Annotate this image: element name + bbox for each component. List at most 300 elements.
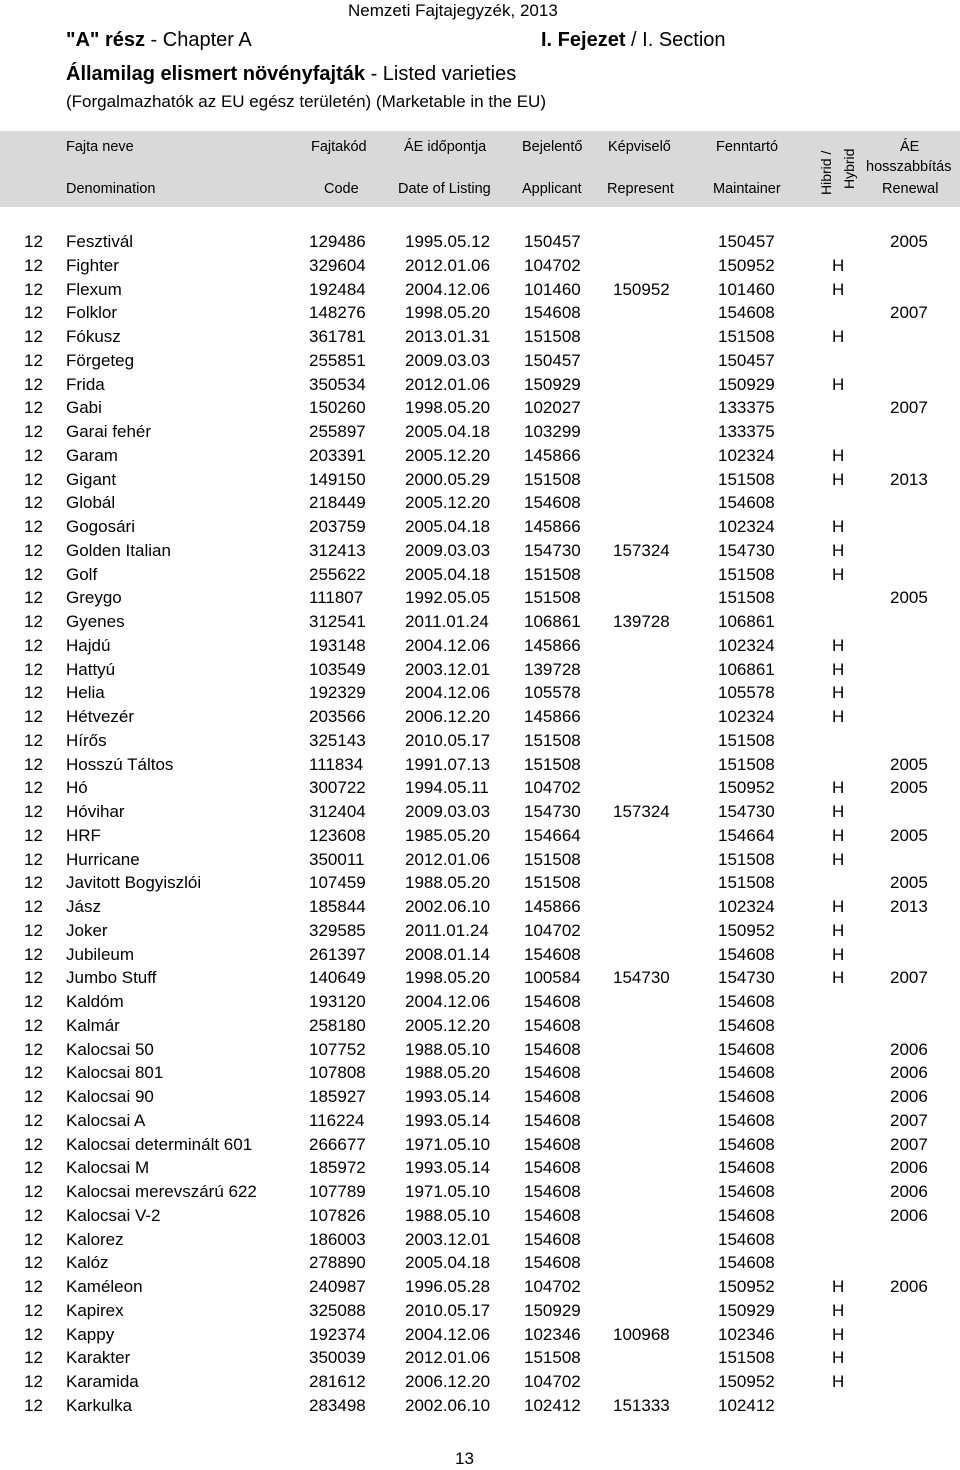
maintainer-code: 151508: [718, 730, 775, 750]
variety-code: 123608: [309, 825, 366, 845]
table-row: [0, 1038, 960, 1062]
group-code: 12: [24, 517, 43, 536]
variety-name: Kapirex: [66, 1300, 124, 1320]
variety-code: 193120: [309, 992, 366, 1011]
variety-name: Hajdú: [66, 635, 111, 655]
table-row: [0, 444, 960, 468]
representative-code: 151333: [613, 1395, 670, 1415]
listing-date: 2002.06.10: [405, 1395, 491, 1415]
renewal-year: 2005: [890, 588, 928, 608]
variety-code: 281612: [309, 1372, 366, 1391]
variety-name: Globál: [66, 493, 116, 513]
variety-name: Kalocsai 801: [66, 1063, 164, 1083]
document-title: Nemzeti Fajtajegyzék, 2013: [348, 1, 558, 20]
variety-name: Javitott Bogyiszlói: [66, 873, 202, 893]
maintainer-code: 151508: [718, 754, 775, 774]
applicant-code: 104702: [524, 920, 581, 940]
hybrid-flag: H: [832, 1324, 845, 1344]
group-code: 12: [24, 327, 43, 346]
variety-code: 185844: [309, 897, 366, 916]
table-row: [0, 1109, 960, 1133]
group-code: 12: [24, 635, 43, 655]
table-row: [0, 373, 960, 397]
variety-name: Gabi: [66, 398, 102, 418]
applicant-code: 104702: [524, 1277, 581, 1296]
group-code: 12: [24, 1229, 43, 1249]
table-row: [0, 681, 960, 705]
variety-code: 116224: [309, 1110, 365, 1130]
group-code: 12: [24, 564, 43, 584]
variety-code: 107752: [309, 1039, 366, 1059]
maintainer-code: 102346: [718, 1324, 775, 1344]
listing-date: 2004.12.06: [405, 992, 491, 1011]
representative-code: 157324: [613, 802, 670, 821]
variety-name: Kalorez: [66, 1229, 124, 1249]
renewal-year: 2006: [890, 1039, 928, 1059]
maintainer-code: 102324: [718, 897, 775, 916]
maintainer-code: 101460: [718, 279, 775, 299]
listing-date: 1993.05.14: [405, 1110, 491, 1130]
table-row: [0, 1346, 960, 1370]
representative-code: 139728: [613, 612, 670, 631]
variety-code: 350534: [309, 374, 366, 394]
applicant-code: 154608: [524, 1205, 581, 1225]
group-code: 12: [24, 1324, 43, 1344]
table-row: [0, 1133, 960, 1157]
applicant-code: 101460: [524, 279, 581, 299]
variety-code: 107789: [309, 1182, 366, 1201]
listing-date: 2009.03.03: [405, 350, 491, 370]
hybrid-flag: H: [832, 968, 845, 988]
variety-name: Flexum: [66, 279, 122, 299]
listing-date: 2010.05.17: [405, 730, 491, 750]
group-code: 12: [24, 754, 43, 774]
variety-name: Frida: [66, 374, 105, 394]
variety-code: 192329: [309, 683, 366, 703]
applicant-code: 105578: [524, 683, 581, 703]
col-applicant-hu: Bejelentő: [522, 139, 583, 155]
variety-name: Gigant: [66, 469, 117, 489]
variety-code: 361781: [309, 327, 366, 346]
listing-date: 1994.05.11: [405, 778, 489, 798]
group-code: 12: [24, 707, 43, 726]
part-heading-hu: "A" rész: [66, 29, 145, 51]
listing-date: 1998.05.20: [405, 303, 491, 323]
variety-code: 203566: [309, 707, 366, 726]
table-row: [0, 966, 960, 990]
variety-code: 203759: [309, 517, 366, 536]
maintainer-code: 151508: [718, 327, 775, 346]
variety-name: Kappy: [66, 1324, 115, 1344]
table-row: [0, 848, 960, 872]
applicant-code: 150457: [524, 350, 581, 370]
maintainer-code: 150952: [718, 1372, 775, 1391]
table-row: [0, 824, 960, 848]
renewal-year: 2006: [890, 1182, 928, 1201]
variety-name: Kalocsai determinált 601: [66, 1134, 253, 1154]
table-row: [0, 919, 960, 943]
variety-code: 240987: [309, 1277, 366, 1296]
table-row: [0, 491, 960, 515]
group-code: 12: [24, 540, 43, 560]
hybrid-flag: H: [832, 897, 845, 916]
listing-date: 1988.05.20: [405, 1063, 491, 1083]
table-row: [0, 301, 960, 325]
hybrid-flag: H: [832, 445, 845, 465]
hybrid-flag: H: [832, 683, 845, 703]
listing-date: 2005.04.18: [405, 1253, 491, 1273]
table-row: [0, 1275, 960, 1299]
variety-name: Garam: [66, 445, 118, 465]
variety-name: Helia: [66, 683, 105, 703]
variety-code: 312413: [309, 540, 366, 560]
listing-date: 2006.12.20: [405, 1372, 491, 1391]
maintainer-code: 154608: [718, 1158, 775, 1178]
representative-code: 157324: [613, 540, 670, 560]
applicant-code: 154608: [524, 944, 581, 964]
group-code: 12: [24, 1277, 43, 1296]
maintainer-code: 151508: [718, 873, 775, 893]
variety-code: 111807: [309, 588, 364, 608]
maintainer-code: 151508: [718, 469, 775, 489]
listing-date: 1993.05.14: [405, 1158, 491, 1178]
listing-date: 2012.01.06: [405, 374, 491, 394]
maintainer-code: 150952: [718, 920, 775, 940]
part-heading-en: - Chapter A: [145, 29, 252, 51]
variety-code: 325088: [309, 1300, 366, 1320]
variety-name: Karakter: [66, 1348, 131, 1368]
maintainer-code: 151508: [718, 588, 775, 608]
hybrid-flag: H: [832, 279, 845, 299]
table-row: [0, 1370, 960, 1394]
variety-code: 107826: [309, 1205, 366, 1225]
hybrid-flag: H: [832, 1300, 845, 1320]
variety-code: 312541: [309, 612, 366, 631]
variety-code: 283498: [309, 1395, 366, 1415]
maintainer-code: 154730: [718, 540, 775, 560]
chapter-heading-en: / I. Section: [625, 29, 726, 51]
renewal-year: 2013: [890, 897, 928, 916]
applicant-code: 154730: [524, 540, 581, 560]
renewal-year: 2007: [890, 303, 928, 323]
maintainer-code: 154608: [718, 1015, 775, 1035]
variety-name: Kalocsai merevszárú 622: [66, 1182, 257, 1201]
chapter-heading: [541, 29, 726, 52]
variety-name: Hosszú Táltos: [66, 754, 174, 774]
applicant-code: 154608: [524, 1229, 581, 1249]
listing-date: 2010.05.17: [405, 1300, 491, 1320]
maintainer-code: 106861: [718, 612, 775, 631]
group-code: 12: [24, 1039, 43, 1059]
variety-code: 149150: [309, 469, 366, 489]
maintainer-code: 151508: [718, 1348, 775, 1368]
maintainer-code: 150457: [718, 232, 775, 251]
renewal-year: 2005: [890, 825, 928, 845]
group-code: 12: [24, 920, 43, 940]
group-code: 12: [24, 1158, 43, 1178]
maintainer-code: 154608: [718, 1087, 775, 1106]
maintainer-code: 154730: [718, 968, 775, 988]
col-name-hu: Fajta neve: [66, 139, 134, 155]
col-renewal-en: Renewal: [882, 181, 939, 197]
variety-code: 192374: [309, 1324, 366, 1344]
group-code: 12: [24, 279, 43, 299]
table-row: [0, 230, 960, 254]
group-code: 12: [24, 659, 43, 679]
variety-name: Kalocsai M: [66, 1158, 150, 1178]
maintainer-code: 150457: [718, 350, 775, 370]
group-code: 12: [24, 873, 43, 893]
variety-code: 312404: [309, 802, 366, 821]
maintainer-code: 151508: [718, 849, 775, 869]
table-row: [0, 349, 960, 373]
hybrid-flag: H: [832, 849, 845, 869]
group-code: 12: [24, 398, 43, 418]
table-row: [0, 586, 960, 610]
group-code: 12: [24, 730, 43, 750]
applicant-code: 151508: [524, 754, 581, 774]
renewal-year: 2005: [890, 778, 928, 798]
table-header: [0, 131, 960, 207]
group-code: 12: [24, 1395, 43, 1415]
variety-code: 255622: [309, 564, 366, 584]
col-renewal-hu: hosszabbítás: [866, 159, 952, 175]
applicant-code: 102346: [524, 1324, 581, 1344]
hybrid-flag: H: [832, 469, 845, 489]
group-code: 12: [24, 232, 43, 251]
hybrid-flag: H: [832, 1277, 845, 1296]
variety-name: Hóvihar: [66, 802, 125, 821]
col-representative-en: Represent: [607, 181, 674, 197]
table-row: [0, 1156, 960, 1180]
variety-code: 140649: [309, 968, 366, 988]
applicant-code: 154608: [524, 1182, 581, 1201]
listing-date: 2012.01.06: [405, 1348, 491, 1368]
table-row: [0, 753, 960, 777]
maintainer-code: 106861: [718, 659, 775, 679]
group-code: 12: [24, 1372, 43, 1391]
variety-name: Kaldóm: [66, 992, 124, 1011]
table-row: [0, 1251, 960, 1275]
maintainer-code: 133375: [718, 422, 775, 441]
maintainer-code: 154608: [718, 1039, 775, 1059]
hybrid-flag: H: [832, 517, 845, 536]
table-row: [0, 420, 960, 444]
maintainer-code: 154608: [718, 944, 775, 964]
part-heading: [66, 29, 252, 52]
listing-date: 2005.12.20: [405, 445, 491, 465]
page-number: 13: [455, 1449, 474, 1468]
group-code: 12: [24, 802, 43, 821]
applicant-code: 139728: [524, 659, 581, 679]
variety-name: Fesztivál: [66, 232, 134, 251]
variety-code: 329604: [309, 255, 366, 275]
applicant-code: 145866: [524, 445, 581, 465]
table-row: [0, 1180, 960, 1204]
applicant-code: 145866: [524, 517, 581, 536]
applicant-code: 104702: [524, 778, 581, 798]
group-code: 12: [24, 422, 43, 441]
variety-code: 255851: [309, 350, 366, 370]
listing-date: 2005.04.18: [405, 517, 491, 536]
table-row: [0, 1061, 960, 1085]
hybrid-flag: H: [832, 944, 845, 964]
table-row: [0, 325, 960, 349]
col-renewal-hu-abbr: ÁE: [900, 139, 920, 155]
applicant-code: 154608: [524, 992, 581, 1011]
variety-code: 150260: [309, 398, 366, 418]
group-code: 12: [24, 255, 43, 275]
representative-code: 100968: [613, 1324, 670, 1344]
variety-name: Joker: [66, 920, 108, 940]
table-row: [0, 895, 960, 919]
variety-name: Jumbo Stuff: [66, 968, 157, 988]
col-name-en: Denomination: [66, 181, 156, 197]
hybrid-flag: H: [832, 635, 845, 655]
listing-date: 2006.12.20: [405, 707, 491, 726]
section-subtitle: [66, 63, 516, 86]
listing-date: 1985.05.20: [405, 825, 491, 845]
variety-name: HRF: [66, 825, 101, 845]
renewal-year: 2006: [890, 1063, 928, 1083]
listing-date: 1998.05.20: [405, 398, 491, 418]
col-code-en: Code: [324, 181, 359, 197]
applicant-code: 154608: [524, 1015, 581, 1035]
group-code: 12: [24, 1182, 43, 1201]
group-code: 12: [24, 374, 43, 394]
hybrid-flag: H: [832, 778, 845, 798]
listing-date: 2000.05.29: [405, 469, 491, 489]
table-row: [0, 563, 960, 587]
listing-date: 2011.01.24: [405, 920, 489, 940]
hybrid-flag: H: [832, 564, 845, 584]
table-row: [0, 729, 960, 753]
hybrid-flag: H: [832, 327, 845, 346]
group-code: 12: [24, 1134, 43, 1154]
maintainer-code: 154608: [718, 493, 775, 513]
listing-date: 2004.12.06: [405, 635, 491, 655]
col-hybrid-en: Hybrid: [841, 148, 857, 189]
applicant-code: 106861: [524, 612, 581, 631]
group-code: 12: [24, 445, 43, 465]
applicant-code: 150457: [524, 232, 581, 251]
group-code: 12: [24, 968, 43, 988]
maintainer-code: 154608: [718, 1229, 775, 1249]
applicant-code: 151508: [524, 469, 581, 489]
varieties-table-body: [0, 230, 960, 1418]
listing-date: 2013.01.31: [405, 327, 491, 346]
variety-name: Förgeteg: [66, 350, 135, 370]
variety-name: Kalóz: [66, 1253, 109, 1273]
listing-date: 2002.06.10: [405, 897, 491, 916]
listing-date: 2009.03.03: [405, 802, 491, 821]
table-row: [0, 515, 960, 539]
col-code-hu: Fajtakód: [311, 139, 367, 155]
hybrid-flag: H: [832, 374, 845, 394]
variety-code: 300722: [309, 778, 366, 798]
table-row: [0, 539, 960, 563]
variety-name: Golf: [66, 564, 98, 584]
variety-name: Gogosári: [66, 517, 135, 536]
variety-code: 218449: [309, 493, 366, 513]
group-code: 12: [24, 1110, 43, 1130]
table-row: [0, 1014, 960, 1038]
market-note: (Forgalmazhatók az EU egész területén) (Marketable in the EU): [66, 92, 546, 111]
maintainer-code: 154664: [718, 825, 775, 845]
renewal-year: 2013: [890, 469, 928, 489]
applicant-code: 151508: [524, 730, 581, 750]
group-code: 12: [24, 1348, 43, 1368]
renewal-year: 2007: [890, 968, 928, 988]
maintainer-code: 154608: [718, 992, 775, 1011]
col-representative-hu: Képviselő: [608, 139, 671, 155]
variety-code: 261397: [309, 944, 366, 964]
listing-date: 2012.01.06: [405, 255, 491, 275]
variety-name: Hurricane: [66, 849, 140, 869]
renewal-year: 2005: [890, 232, 928, 251]
section-subtitle-hu: Államilag elismert növényfajták: [66, 63, 366, 85]
maintainer-code: 154608: [718, 1110, 775, 1130]
group-code: 12: [24, 683, 43, 703]
variety-code: 203391: [309, 445, 366, 465]
listing-date: 1993.05.14: [405, 1087, 491, 1106]
listing-date: 1992.05.05: [405, 588, 491, 608]
group-code: 12: [24, 1300, 43, 1320]
listing-date: 2004.12.06: [405, 1324, 491, 1344]
listing-date: 1991.07.13: [405, 754, 491, 774]
maintainer-code: 102324: [718, 445, 775, 465]
maintainer-code: 133375: [718, 398, 775, 418]
listing-date: 2004.12.06: [405, 683, 491, 703]
chapter-heading-hu: I. Fejezet: [541, 29, 626, 51]
variety-code: 325143: [309, 730, 366, 750]
variety-code: 107808: [309, 1063, 366, 1083]
applicant-code: 104702: [524, 1372, 581, 1391]
renewal-year: 2006: [890, 1205, 928, 1225]
applicant-code: 154608: [524, 1087, 581, 1106]
hybrid-flag: H: [832, 1348, 845, 1368]
hybrid-flag: H: [832, 707, 845, 726]
table-row: [0, 1085, 960, 1109]
listing-date: 1988.05.20: [405, 873, 491, 893]
applicant-code: 102412: [524, 1395, 581, 1415]
applicant-code: 150929: [524, 374, 581, 394]
representative-code: 150952: [613, 279, 670, 299]
table-row: [0, 990, 960, 1014]
group-code: 12: [24, 897, 43, 916]
listing-date: 1996.05.28: [405, 1277, 491, 1296]
applicant-code: 100584: [524, 968, 581, 988]
applicant-code: 151508: [524, 1348, 581, 1368]
variety-code: 111834: [309, 754, 364, 774]
hybrid-flag: H: [832, 802, 845, 821]
variety-code: 148276: [309, 303, 366, 323]
table-row: [0, 1299, 960, 1323]
variety-name: Jász: [66, 897, 101, 916]
applicant-code: 151508: [524, 588, 581, 608]
variety-name: Karkulka: [66, 1395, 133, 1415]
group-code: 12: [24, 350, 43, 370]
variety-name: Kalmár: [66, 1015, 120, 1035]
variety-code: 193148: [309, 635, 366, 655]
group-code: 12: [24, 612, 43, 631]
maintainer-code: 154608: [718, 303, 775, 323]
hybrid-flag: H: [832, 659, 845, 679]
group-code: 12: [24, 588, 43, 608]
listing-date: 1998.05.20: [405, 968, 491, 988]
maintainer-code: 154730: [718, 802, 775, 821]
applicant-code: 151508: [524, 327, 581, 346]
